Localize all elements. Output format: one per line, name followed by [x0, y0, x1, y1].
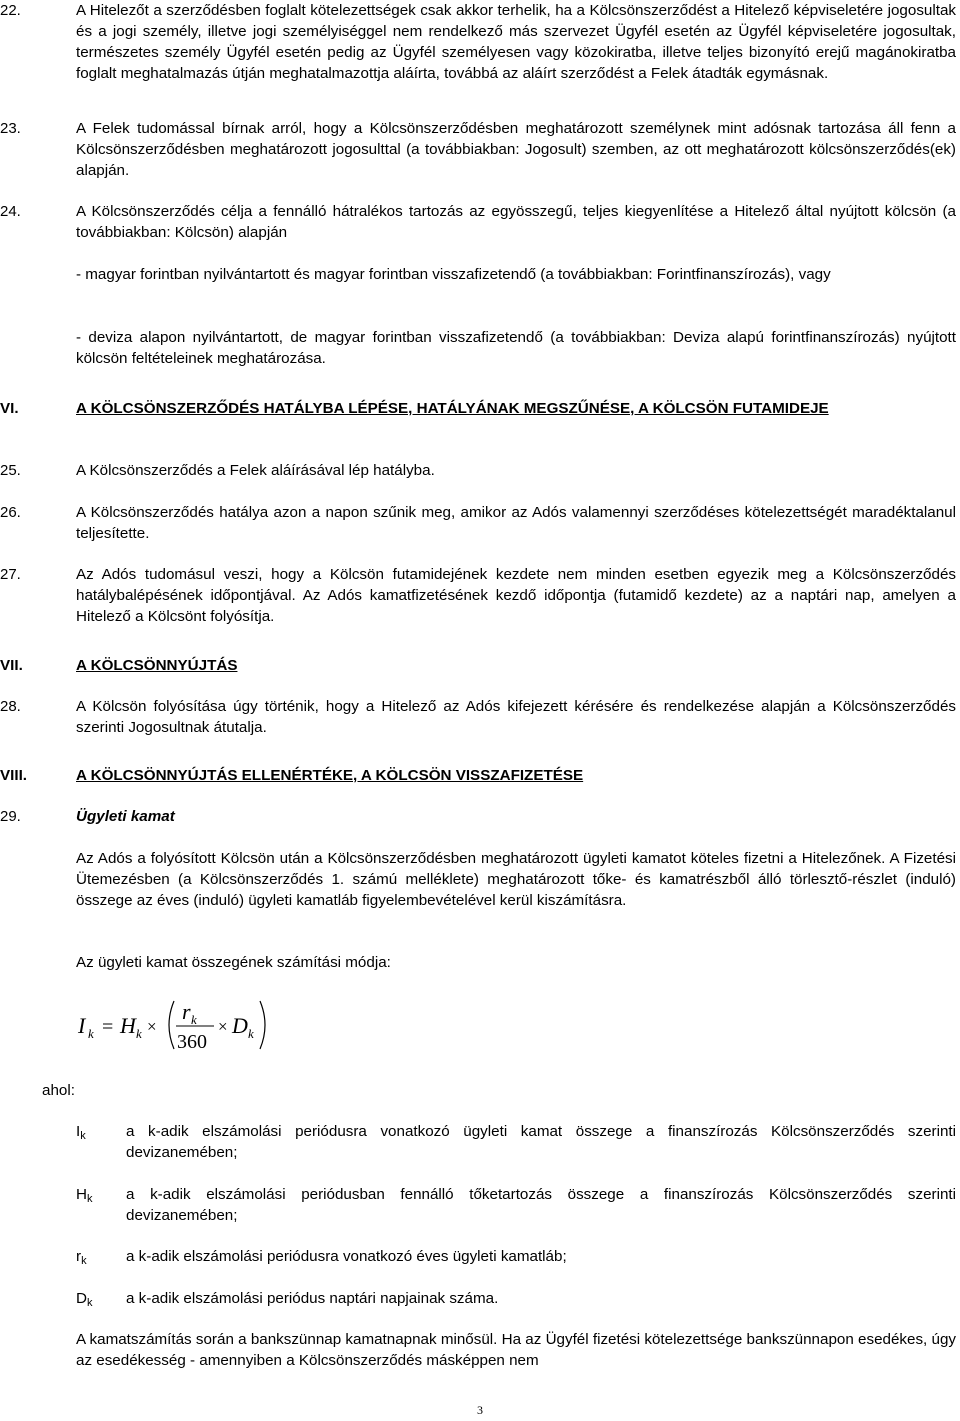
formula-sub: k: [248, 1026, 254, 1041]
paragraph-text: Az Adós a folyósított Kölcsön után a Kölcsönszerződésben meghatározott ügyleti kamatot köteles fizetni a Hitelezőnek. A Fizetési Ütemezésben (a Kölcsönszerződés 1. számú melléklete) meghatározott tőke- és kamatrészből álló törlesztő-részlet (induló) összege az éves (induló) ügyleti kamatláb figyelembevételével kerül kiszámításra.: [76, 850, 956, 909]
clause-number: 25.: [0, 462, 21, 479]
formula-right-paren: [260, 1001, 265, 1049]
clause-number: 23.: [0, 120, 21, 137]
formula-i: I: [78, 1013, 86, 1038]
formula-h: H: [120, 1013, 136, 1038]
definition-text: a k-adik elszámolási periódus naptári napjainak száma.: [126, 1290, 499, 1307]
paragraph-text: A kamatszámítás során a bankszünnap kamatnapnak minősül. Ha az Ügyfél fizetési kötelezettsége bankszünnapon esedékes, úgy az esedékesség - amennyiben a Kölcsönszerződés másképpen nem: [76, 1331, 956, 1369]
section-number: VIII.: [0, 767, 28, 784]
formula-left-paren: [169, 1001, 174, 1049]
clause-text: A Kölcsönszerződés célja a fennálló hátralékos tartozás az egyösszegű, teljes kiegyenlítése a Hitelező által nyújtott kölcsön (a továbbiakban: Kölcsön) alapján: [76, 203, 956, 241]
section-title: A KÖLCSÖNNYÚJTÁS ELLENÉRTÉKE, A KÖLCSÖN VISSZAFIZETÉSE: [76, 767, 584, 784]
clause-text: Az Adós tudomásul veszi, hogy a Kölcsön futamidejének kezdete nem minden esetben egyezik meg a Kölcsönszerződés hatálybalépésének időpontjával. Az Adós kamatfizetésének kezdő időpontja (futamidő kezdete) az a naptári nap, amelyen a Hitelező a Kölcsönt folyósítja.: [76, 566, 956, 625]
clause-text: A Kölcsönszerződés hatálya azon a napon szűnik meg, amikor az Adós valamennyi szerződéses kötelezettségét maradéktalanul teljesítette.: [76, 504, 956, 542]
clause-text: A Felek tudomással bírnak arról, hogy a Kölcsönszerződésben meghatározott személynek mint adósnak tartozása áll fenn a Kölcsönszerződésben meghatározott jogosulttal (a továbbiakban: Jogosult) szemben, az ott meghatározott kölcsönszerződés(ek) alapján.: [76, 120, 956, 179]
clause-text: A Kölcsön folyósítása úgy történik, hogy a Hitelező az Adós kifejezett kérésére és rendelkezése alapján a Kölcsönszerződés szerinti Jogosultnak átutalja.: [76, 698, 956, 736]
formula-sub: k: [191, 1012, 197, 1027]
section-title: A KÖLCSÖNNYÚJTÁS: [76, 657, 238, 674]
definition-symbol: $H_k$: [76, 1186, 93, 1205]
formula-times: ×: [218, 1017, 228, 1036]
clause-text: A Hitelezőt a szerződésben foglalt kötelezettségek csak akkor terhelik, ha a Kölcsönszerződést a Hitelező képviseletére jogosultak és a jogi személy, illetve jogi személyiséggel nem rendelkező más szervezet Ügyfél esetén az Ügyfél képviseletére jogosultak, természetes személy Ügyfél esetén pedig az Ügyfél személyesen vagy közokiratba, illetve teljes bizonyító erejű magánokiratba foglalt meghatalmazás útján meghatalmazottja aláírta, továbbá az aláírt szerződést a Felek átadták egymásnak.: [76, 2, 956, 82]
clause-number: 27.: [0, 566, 21, 583]
section-number: VI.: [0, 400, 19, 417]
definition-text: a k-adik elszámolási periódusban fennálló tőketartozás összege a finanszírozás Kölcsönszerződés szerinti devizanemében;: [126, 1186, 956, 1224]
interest-formula: [76, 995, 276, 1055]
page-number: 3: [477, 1403, 483, 1417]
clause-number: 22.: [0, 2, 21, 19]
formula-sub: k: [136, 1026, 142, 1041]
section-title: A KÖLCSÖNSZERZŐDÉS HATÁLYBA LÉPÉSE, HATÁLYÁNAK MEGSZŰNÉSE, A KÖLCSÖN FUTAMIDEJE: [76, 400, 829, 417]
ahol-text: ahol:: [42, 1082, 75, 1099]
clause-text: A Kölcsönszerződés a Felek aláírásával lép hatályba.: [76, 462, 435, 479]
paragraph-text: Az ügyleti kamat összegének számítási módja:: [76, 954, 391, 971]
option-text: - deviza alapon nyilvántartott, de magyar forintban visszafizetendő (a továbbiakban: Deviza alapú forintfinanszírozás) nyújtott kölcsön feltételeinek meghatározása.: [76, 329, 956, 367]
formula-den: 360: [177, 1031, 207, 1053]
formula-eq: =: [102, 1016, 114, 1038]
clause-number: 26.: [0, 504, 21, 521]
clause-number: 24.: [0, 203, 21, 220]
formula-sub: k: [88, 1026, 94, 1041]
section-number: VII.: [0, 657, 23, 674]
clause-number: 28.: [0, 698, 21, 715]
definition-symbol: $I_k$: [76, 1123, 86, 1142]
definition-text: a k-adik elszámolási periódusra vonatkozó éves ügyleti kamatláb;: [126, 1248, 567, 1265]
definition-text: a k-adik elszámolási periódusra vonatkozó ügyleti kamat összege a finanszírozás Kölcsönszerződés szerinti devizanemében;: [126, 1123, 956, 1161]
formula-times: ×: [147, 1017, 157, 1036]
definition-symbol: $D_k$: [76, 1290, 93, 1309]
clause-title: Ügyleti kamat: [76, 808, 175, 825]
formula-d: D: [232, 1013, 248, 1038]
option-text: - magyar forintban nyilvántartott és magyar forintban visszafizetendő (a továbbiakban: Forintfinanszírozás), vagy: [76, 266, 831, 283]
formula-r: r: [182, 999, 191, 1024]
clause-number: 29.: [0, 808, 21, 825]
definition-symbol: $r_k$: [76, 1248, 87, 1267]
